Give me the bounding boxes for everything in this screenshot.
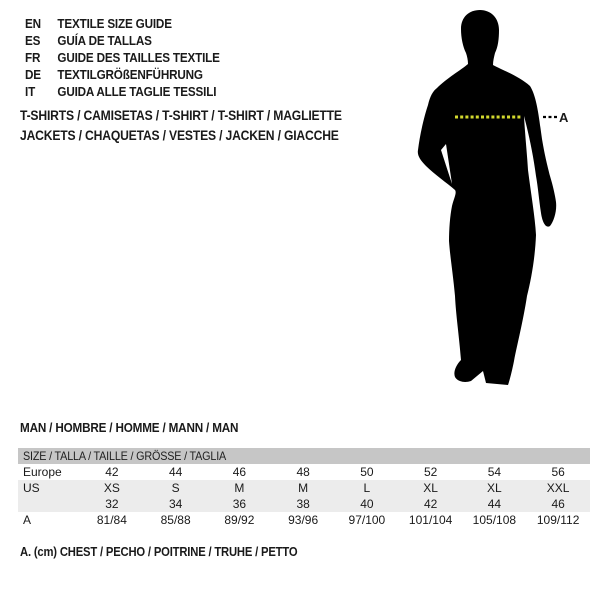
category-line-jackets: JACKETS / CHAQUETAS / VESTES / JACKEN / GIACCHE (20, 127, 339, 143)
size-cell: XL (487, 481, 502, 495)
size-cell: S (171, 481, 180, 495)
size-cell: XS (103, 481, 120, 495)
man-silhouette-svg (398, 4, 590, 396)
size-cell: M (298, 481, 309, 495)
language-name: GUIDE DES TAILLES TEXTILE (57, 50, 220, 65)
language-name: TEXTILE SIZE GUIDE (57, 16, 172, 31)
language-code: ES (25, 33, 41, 48)
size-cell: 54 (487, 465, 502, 479)
language-name: GUIDA ALLE TAGLIE TESSILI (57, 84, 217, 99)
language-row-es (25, 32, 220, 49)
language-row-de (25, 66, 220, 83)
size-cell: 32 (105, 497, 119, 511)
size-row-label: Europe (23, 465, 62, 479)
footnote-chest-measure: A. (cm) CHEST / PECHO / POITRINE / TRUHE / PETTO (20, 545, 298, 559)
language-name: TEXTILGRÖßENFÜHRUNG (57, 67, 203, 82)
size-cell: 93/96 (288, 513, 319, 527)
size-cell: 89/92 (224, 513, 255, 527)
size-cell: 40 (360, 497, 374, 511)
size-cell: 52 (423, 465, 438, 479)
size-cell: 105/108 (472, 513, 517, 527)
size-cell: 97/100 (348, 513, 386, 527)
size-cell: 38 (296, 497, 310, 511)
size-cell: 56 (551, 465, 565, 479)
language-row-it (25, 83, 220, 100)
size-cell: 109/112 (536, 513, 580, 527)
size-cell: 85/88 (160, 513, 191, 527)
language-list (25, 15, 220, 100)
language-code: DE (25, 67, 41, 82)
size-cell: 42 (105, 465, 119, 479)
size-cell: XXL (546, 481, 570, 495)
measure-label-a: A (559, 110, 569, 125)
category-heading (20, 106, 342, 145)
size-table (18, 448, 590, 528)
size-table-header (18, 448, 590, 464)
language-name: GUÍA DE TALLAS (57, 33, 152, 48)
size-cell: 44 (487, 497, 502, 511)
man-silhouette (418, 10, 556, 385)
size-cell: 46 (232, 465, 247, 479)
size-table-header-text: SIZE / TALLA / TAILLE / GRÖSSE / TAGLIA (23, 449, 227, 463)
size-cell: 36 (232, 497, 247, 511)
size-row-label: US (23, 481, 40, 495)
size-cell: XL (423, 481, 438, 495)
size-cell: M (234, 481, 245, 495)
size-cell: 101/104 (408, 513, 453, 527)
size-row-us (18, 480, 590, 496)
language-row-fr (25, 49, 220, 66)
size-row-label: A (23, 513, 32, 527)
man-silhouette-figure (398, 4, 590, 396)
size-row-label (18, 496, 80, 512)
size-cell: 34 (168, 497, 183, 511)
size-cell: 42 (423, 497, 438, 511)
section-title-man: MAN / HOMBRE / HOMME / MANN / MAN (20, 420, 239, 435)
size-cell: 81/84 (96, 513, 127, 527)
size-cell: L (363, 481, 371, 495)
size-cell: 50 (360, 465, 374, 479)
size-cell: 46 (551, 497, 565, 511)
size-row-us-numeric (18, 496, 590, 512)
language-code: IT (25, 84, 36, 99)
language-code: EN (25, 16, 41, 31)
category-line-tshirts: T-SHIRTS / CAMISETAS / T-SHIRT / T-SHIRT / MAGLIETTE (20, 108, 342, 123)
language-row-en (25, 15, 220, 32)
size-row-europe (18, 464, 590, 480)
size-cell: 44 (168, 465, 183, 479)
language-code: FR (25, 50, 41, 65)
size-cell: 48 (296, 465, 310, 479)
size-row-chest-a (18, 512, 590, 528)
